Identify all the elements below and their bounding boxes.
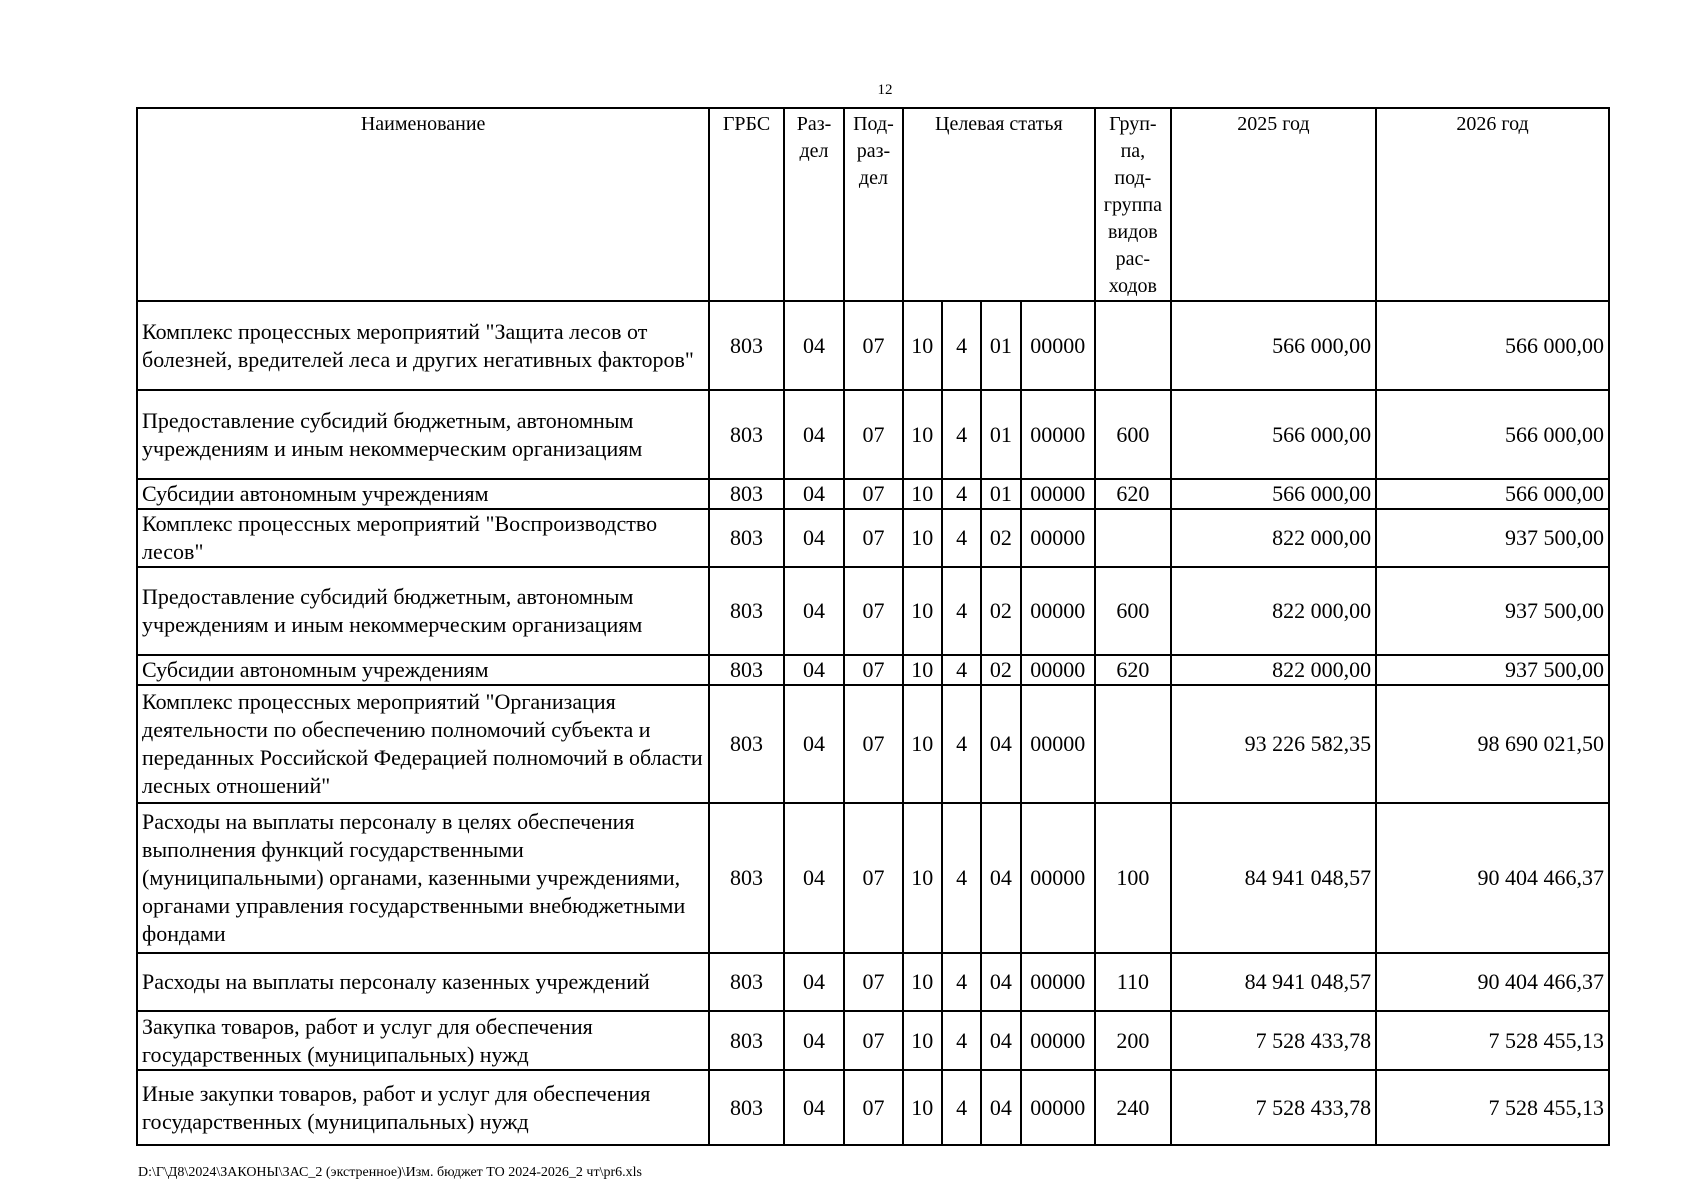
row-name-cell: Комплекс процессных мероприятий "Защита лесов от болезней, вредителей леса и других негативных факторов" — [137, 301, 709, 390]
table-row — [137, 1070, 1609, 1145]
row-amount-2025-cell: 566 000,00 — [1171, 479, 1377, 509]
row-target-structure-cell: 02 — [981, 567, 1020, 655]
row-amount-2025-cell: 7 528 433,78 — [1171, 1070, 1377, 1145]
row-target-structure-cell: 02 — [981, 509, 1020, 567]
header-razdel: Раз- дел — [784, 108, 844, 301]
row-expense-group-cell — [1095, 301, 1171, 390]
row-target-program-cell: 10 — [903, 301, 942, 390]
row-razdel-cell: 04 — [784, 301, 844, 390]
row-grbs-cell: 803 — [709, 803, 784, 953]
row-target-structure-cell: 04 — [981, 1011, 1020, 1070]
row-name-cell: Предоставление субсидий бюджетным, автономным учреждениям и иным некоммерческим организациям — [137, 567, 709, 655]
row-grbs-cell: 803 — [709, 1011, 784, 1070]
header-year-2026: 2026 год — [1376, 108, 1609, 301]
row-amount-2025-cell: 566 000,00 — [1171, 390, 1377, 479]
header-expense-group: Груп- па, под- группа видов рас- ходов — [1095, 108, 1171, 301]
row-name-cell: Предоставление субсидий бюджетным, автономным учреждениям и иным некоммерческим организациям — [137, 390, 709, 479]
row-amount-2025-cell: 7 528 433,78 — [1171, 1011, 1377, 1070]
row-target-program-cell: 10 — [903, 953, 942, 1011]
row-amount-2026-cell: 566 000,00 — [1376, 479, 1609, 509]
row-expense-group-cell: 620 — [1095, 479, 1171, 509]
row-target-direction-cell: 00000 — [1021, 567, 1096, 655]
table-row — [137, 655, 1609, 685]
row-podrazdel-cell: 07 — [844, 567, 902, 655]
row-target-direction-cell: 00000 — [1021, 1070, 1096, 1145]
row-target-type-cell: 4 — [942, 685, 981, 803]
row-razdel-cell: 04 — [784, 803, 844, 953]
row-target-program-cell: 10 — [903, 685, 942, 803]
row-target-type-cell: 4 — [942, 567, 981, 655]
row-amount-2025-cell: 822 000,00 — [1171, 509, 1377, 567]
row-expense-group-cell: 620 — [1095, 655, 1171, 685]
row-podrazdel-cell: 07 — [844, 509, 902, 567]
row-target-program-cell: 10 — [903, 479, 942, 509]
row-amount-2025-cell: 566 000,00 — [1171, 301, 1377, 390]
row-grbs-cell: 803 — [709, 301, 784, 390]
row-grbs-cell: 803 — [709, 567, 784, 655]
table-header-row — [137, 108, 1609, 301]
row-grbs-cell: 803 — [709, 479, 784, 509]
table-row — [137, 803, 1609, 953]
row-name-cell: Субсидии автономным учреждениям — [137, 479, 709, 509]
row-amount-2026-cell: 937 500,00 — [1376, 655, 1609, 685]
row-name-cell: Закупка товаров, работ и услуг для обеспечения государственных (муниципальных) нужд — [137, 1011, 709, 1070]
row-target-type-cell: 4 — [942, 479, 981, 509]
row-name-cell: Комплекс процессных мероприятий "Организация деятельности по обеспечению полномочий субъекта и переданных Российской Федерацией полномочий в области лесных отношений" — [137, 685, 709, 803]
row-amount-2026-cell: 98 690 021,50 — [1376, 685, 1609, 803]
header-target-article: Целевая статья — [903, 108, 1095, 301]
footer-file-path: D:\Г\Д8\2024\ЗАКОНЫ\ЗАС_2 (экстренное)\Изм. бюджет ТО 2024-2026_2 чт\pr6.xls — [138, 1165, 642, 1180]
row-target-direction-cell: 00000 — [1021, 390, 1096, 479]
header-grbs: ГРБС — [709, 108, 784, 301]
row-name-cell: Расходы на выплаты персоналу казенных учреждений — [137, 953, 709, 1011]
row-target-type-cell: 4 — [942, 655, 981, 685]
row-target-structure-cell: 01 — [981, 301, 1020, 390]
row-grbs-cell: 803 — [709, 1070, 784, 1145]
row-amount-2025-cell: 822 000,00 — [1171, 567, 1377, 655]
row-expense-group-cell: 110 — [1095, 953, 1171, 1011]
row-target-direction-cell: 00000 — [1021, 685, 1096, 803]
header-year-2025: 2025 год — [1171, 108, 1377, 301]
row-name-cell: Комплекс процессных мероприятий "Воспроизводство лесов" — [137, 509, 709, 567]
row-target-type-cell: 4 — [942, 390, 981, 479]
row-podrazdel-cell: 07 — [844, 685, 902, 803]
row-target-type-cell: 4 — [942, 1070, 981, 1145]
row-amount-2025-cell: 822 000,00 — [1171, 655, 1377, 685]
table-row — [137, 390, 1609, 479]
row-target-direction-cell: 00000 — [1021, 1011, 1096, 1070]
row-target-structure-cell: 04 — [981, 685, 1020, 803]
row-razdel-cell: 04 — [784, 1011, 844, 1070]
row-target-direction-cell: 00000 — [1021, 479, 1096, 509]
row-amount-2026-cell: 90 404 466,37 — [1376, 803, 1609, 953]
row-target-type-cell: 4 — [942, 953, 981, 1011]
row-razdel-cell: 04 — [784, 655, 844, 685]
row-grbs-cell: 803 — [709, 953, 784, 1011]
row-target-program-cell: 10 — [903, 509, 942, 567]
table-row — [137, 1011, 1609, 1070]
row-expense-group-cell: 600 — [1095, 390, 1171, 479]
table-row — [137, 567, 1609, 655]
row-target-structure-cell: 04 — [981, 953, 1020, 1011]
header-name: Наименование — [137, 108, 709, 301]
row-target-program-cell: 10 — [903, 390, 942, 479]
row-amount-2026-cell: 937 500,00 — [1376, 509, 1609, 567]
row-amount-2026-cell: 7 528 455,13 — [1376, 1070, 1609, 1145]
page-number: 12 — [877, 82, 893, 98]
table-row — [137, 953, 1609, 1011]
row-razdel-cell: 04 — [784, 1070, 844, 1145]
row-target-type-cell: 4 — [942, 301, 981, 390]
row-target-structure-cell: 04 — [981, 803, 1020, 953]
row-podrazdel-cell: 07 — [844, 803, 902, 953]
row-razdel-cell: 04 — [784, 953, 844, 1011]
row-podrazdel-cell: 07 — [844, 390, 902, 479]
header-podrazdel: Под- раз- дел — [844, 108, 902, 301]
row-target-structure-cell: 01 — [981, 479, 1020, 509]
row-target-type-cell: 4 — [942, 509, 981, 567]
row-amount-2026-cell: 937 500,00 — [1376, 567, 1609, 655]
row-expense-group-cell: 200 — [1095, 1011, 1171, 1070]
row-grbs-cell: 803 — [709, 390, 784, 479]
row-amount-2026-cell: 566 000,00 — [1376, 390, 1609, 479]
row-expense-group-cell: 100 — [1095, 803, 1171, 953]
row-target-program-cell: 10 — [903, 655, 942, 685]
row-target-program-cell: 10 — [903, 1070, 942, 1145]
table-body — [137, 301, 1609, 1145]
table-row — [137, 685, 1609, 803]
row-target-direction-cell: 00000 — [1021, 655, 1096, 685]
row-razdel-cell: 04 — [784, 567, 844, 655]
row-razdel-cell: 04 — [784, 479, 844, 509]
row-name-cell: Иные закупки товаров, работ и услуг для обеспечения государственных (муниципальных) нужд — [137, 1070, 709, 1145]
row-target-type-cell: 4 — [942, 803, 981, 953]
row-target-structure-cell: 01 — [981, 390, 1020, 479]
budget-table — [136, 107, 1610, 1146]
row-amount-2026-cell: 566 000,00 — [1376, 301, 1609, 390]
row-expense-group-cell — [1095, 685, 1171, 803]
row-podrazdel-cell: 07 — [844, 655, 902, 685]
row-name-cell: Расходы на выплаты персоналу в целях обеспечения выполнения функций государственными (муниципальными) органами, казенными учреждениями, органами управления государственными внебюджетными фондами — [137, 803, 709, 953]
row-target-direction-cell: 00000 — [1021, 301, 1096, 390]
row-target-program-cell: 10 — [903, 803, 942, 953]
table-row — [137, 301, 1609, 390]
row-grbs-cell: 803 — [709, 509, 784, 567]
row-target-program-cell: 10 — [903, 1011, 942, 1070]
row-razdel-cell: 04 — [784, 509, 844, 567]
row-expense-group-cell: 600 — [1095, 567, 1171, 655]
row-expense-group-cell — [1095, 509, 1171, 567]
row-target-structure-cell: 02 — [981, 655, 1020, 685]
row-amount-2026-cell: 7 528 455,13 — [1376, 1011, 1609, 1070]
row-target-program-cell: 10 — [903, 567, 942, 655]
row-target-direction-cell: 00000 — [1021, 953, 1096, 1011]
row-podrazdel-cell: 07 — [844, 301, 902, 390]
row-target-direction-cell: 00000 — [1021, 509, 1096, 567]
row-target-direction-cell: 00000 — [1021, 803, 1096, 953]
row-target-structure-cell: 04 — [981, 1070, 1020, 1145]
row-target-type-cell: 4 — [942, 1011, 981, 1070]
table-row — [137, 509, 1609, 567]
row-amount-2026-cell: 90 404 466,37 — [1376, 953, 1609, 1011]
row-razdel-cell: 04 — [784, 390, 844, 479]
row-grbs-cell: 803 — [709, 685, 784, 803]
row-amount-2025-cell: 84 941 048,57 — [1171, 953, 1377, 1011]
row-grbs-cell: 803 — [709, 655, 784, 685]
row-podrazdel-cell: 07 — [844, 1011, 902, 1070]
row-razdel-cell: 04 — [784, 685, 844, 803]
row-name-cell: Субсидии автономным учреждениям — [137, 655, 709, 685]
row-expense-group-cell: 240 — [1095, 1070, 1171, 1145]
row-podrazdel-cell: 07 — [844, 1070, 902, 1145]
row-amount-2025-cell: 84 941 048,57 — [1171, 803, 1377, 953]
row-podrazdel-cell: 07 — [844, 953, 902, 1011]
row-podrazdel-cell: 07 — [844, 479, 902, 509]
row-amount-2025-cell: 93 226 582,35 — [1171, 685, 1377, 803]
table-row — [137, 479, 1609, 509]
